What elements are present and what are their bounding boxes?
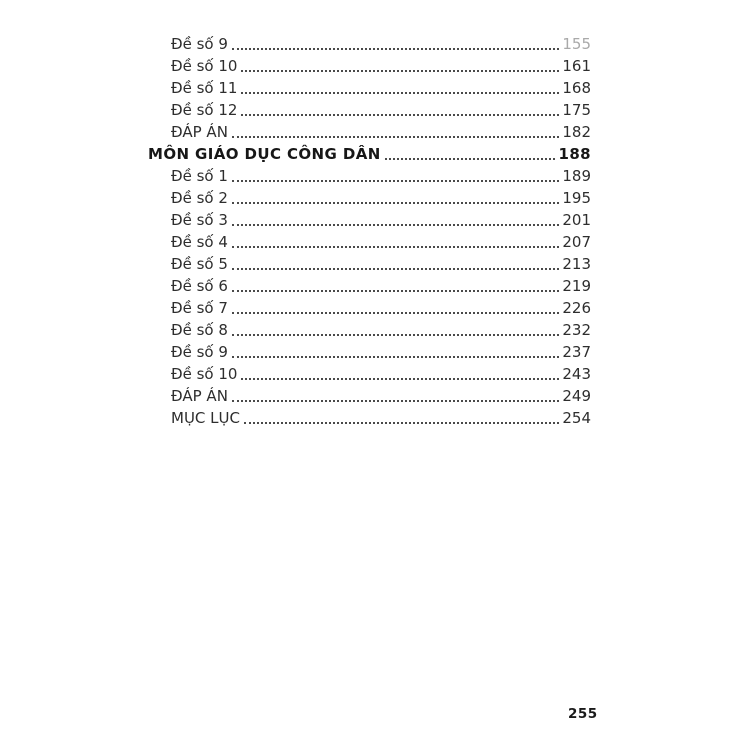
toc-entry-page: 243 xyxy=(562,365,591,383)
toc-entry xyxy=(148,209,591,231)
toc-entry xyxy=(148,231,591,253)
toc-entry-page: 189 xyxy=(562,167,591,185)
dot-leader xyxy=(232,121,559,138)
toc-entry-label: Đề số 10 xyxy=(171,365,238,383)
dot-leader xyxy=(385,143,556,160)
dot-leader xyxy=(232,341,559,358)
toc-entry xyxy=(148,187,591,209)
toc-entry-page: 249 xyxy=(562,387,591,405)
toc-entry-page: 226 xyxy=(562,299,591,317)
dot-leader xyxy=(232,209,559,226)
toc-entry-label: Đề số 10 xyxy=(171,57,238,75)
toc-entry-label: Đề số 2 xyxy=(171,189,228,207)
toc-entry-page: 213 xyxy=(562,255,591,273)
toc-entry-page: 175 xyxy=(562,101,591,119)
toc-entry-label: ĐÁP ÁN xyxy=(171,123,228,141)
toc-entry-label: Đề số 5 xyxy=(171,255,228,273)
toc-entry-label: ĐÁP ÁN xyxy=(171,387,228,405)
toc-entry-label: Đề số 12 xyxy=(171,101,238,119)
toc-entry-label: Đề số 9 xyxy=(171,343,228,361)
toc-entry xyxy=(148,275,591,297)
toc-entry-page: 207 xyxy=(562,233,591,251)
dot-leader xyxy=(244,407,559,424)
toc-entry-page: 201 xyxy=(562,211,591,229)
toc-entry xyxy=(148,385,591,407)
toc-entry-label: Đề số 11 xyxy=(171,79,238,97)
toc-entry xyxy=(148,341,591,363)
toc-entry-label: Đề số 3 xyxy=(171,211,228,229)
toc-entry xyxy=(148,165,591,187)
toc-entry-page: 232 xyxy=(562,321,591,339)
toc-entry-page: 219 xyxy=(562,277,591,295)
toc-entry xyxy=(148,99,591,121)
toc-entry xyxy=(148,253,591,275)
toc-entry xyxy=(148,55,591,77)
toc-entry xyxy=(148,363,591,385)
toc-entry xyxy=(148,121,591,143)
toc-entry xyxy=(148,143,591,165)
dot-leader xyxy=(241,77,559,94)
dot-leader xyxy=(241,363,559,380)
dot-leader xyxy=(232,275,559,292)
toc-entry-page: 168 xyxy=(562,79,591,97)
dot-leader xyxy=(232,297,559,314)
toc-entry xyxy=(148,297,591,319)
toc-entry-label: Đề số 7 xyxy=(171,299,228,317)
toc-entry-label: MỤC LỤC xyxy=(171,409,240,427)
dot-leader xyxy=(232,33,559,50)
toc-entry-page: 161 xyxy=(562,57,591,75)
dot-leader xyxy=(241,99,559,116)
dot-leader xyxy=(232,385,559,402)
toc-entry-label: Đề số 4 xyxy=(171,233,228,251)
toc-entry-label: Đề số 9 xyxy=(171,35,228,53)
toc-entry-label: Đề số 1 xyxy=(171,167,228,185)
toc-entry-page: 195 xyxy=(562,189,591,207)
toc-entry-page: 254 xyxy=(562,409,591,427)
toc-entry-label: Đề số 6 xyxy=(171,277,228,295)
footer-page-number: 255 xyxy=(568,706,598,722)
toc-entry-page: 182 xyxy=(562,123,591,141)
dot-leader xyxy=(232,231,559,248)
dot-leader xyxy=(232,319,559,336)
toc-entry-label: MÔN GIÁO DỤC CÔNG DÂN xyxy=(148,145,381,163)
toc-entry xyxy=(148,407,591,429)
dot-leader xyxy=(241,55,559,72)
toc-entry xyxy=(148,33,591,55)
toc-entry xyxy=(148,77,591,99)
toc-entry xyxy=(148,319,591,341)
toc-entry-page: 237 xyxy=(562,343,591,361)
toc-entry-page: 188 xyxy=(558,145,591,163)
table-of-contents xyxy=(148,33,591,429)
dot-leader xyxy=(232,165,559,182)
toc-entry-page: 155 xyxy=(562,35,591,53)
toc-entry-label: Đề số 8 xyxy=(171,321,228,339)
dot-leader xyxy=(232,187,559,204)
dot-leader xyxy=(232,253,559,270)
